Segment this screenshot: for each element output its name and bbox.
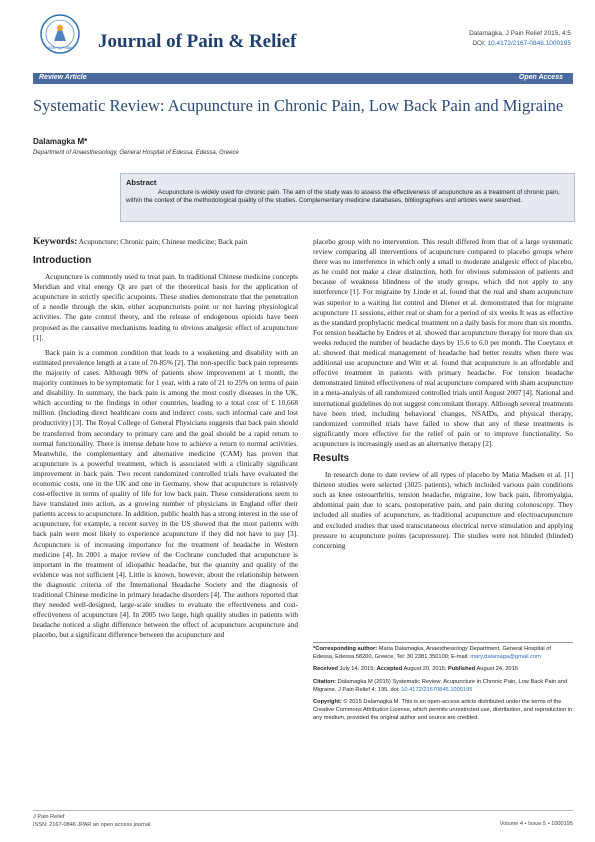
doi-line — [469, 39, 571, 49]
abstract-box — [120, 173, 575, 222]
copyright-label: Copyright: — [313, 699, 342, 706]
published-date: August 24, 2015 — [475, 666, 518, 673]
author-name: Dalamagka M* — [33, 137, 88, 146]
keywords-label: Keywords: — [33, 237, 78, 247]
abstract-text: Acupuncture is widely used for chronic pain. The aim of the study was to assess the effectiveness of acupuncture as a treatment of chronic pain, within the context of the methodological quality of the studies. Complementary medicine databases, bibliographies and articles were searched. — [126, 189, 560, 205]
received-label: Received — [313, 666, 338, 673]
article-title: Systematic Review: Acupuncture in Chronic Pain, Low Back Pain and Migraine — [33, 96, 564, 115]
copyright-text: © 2015 Dalamagka M. This is an open-access article distributed under the terms of the Creative Commons Attribution License, which permits unrestricted use, distribution, and reproduction in any medium, provided the original author and source are credited. — [313, 699, 573, 722]
email-link[interactable]: mary.dalamaga@gmail.com — [470, 654, 541, 661]
citation-text: Dalamagka M (2015) Systematic Review: Acupuncture in Chronic Pain, Low Back Pain and Migraine. J Pain Relief 4: 195. doi: — [313, 678, 568, 693]
published-label: Published — [448, 666, 476, 673]
keywords — [33, 237, 298, 247]
svg-text:ISSN: 2167-0846: ISSN: 2167-0846 — [47, 46, 73, 50]
abstract-heading: Abstract — [126, 178, 157, 187]
correspondence-text: Maria Dalamagka, Anaesthesiology Department, General Hospital of Edessa, Edessa 58200, Greece, Tel: 30 2381 350100; E-mail: — [313, 646, 552, 661]
introduction-paragraph-1: Acupuncture is commonly used to treat pain. In traditional Chinese medicine concepts Meridian and vital energy Qi are part of the theoretical basis for the application of acupuncture in strictly specific acupoints. These studies demonstrate that the penetration of a needle through the skin, either acupuncturists point or not having physiological activities. The gate control theory, and the release of endogenous opioids have been proposed as the causative mechanisms leading to obvious analgesic effect of acupuncture [1]. — [33, 272, 298, 342]
accepted-label: Accepted — [376, 666, 403, 673]
review-article-label: Review Article — [39, 74, 87, 81]
header-citation — [469, 29, 571, 49]
author-affiliation: Department of Anaesthesiology, General Hospital of Edessa, Edessa, Greece — [33, 150, 239, 156]
keywords-text: Acupuncture; Chronic pain; Chinese medicine; Back pain — [77, 237, 248, 246]
article-dates — [313, 665, 573, 673]
citation-line: Dalamagka, J Pain Relief 2015, 4:5 — [469, 30, 571, 37]
footer-journal: J Pain Relief — [33, 814, 65, 820]
received-date: July 14, 2015; — [337, 666, 377, 673]
accepted-date: August 20, 2015; — [402, 666, 449, 673]
footnote-separator — [313, 642, 573, 643]
article-info — [313, 645, 573, 727]
correspondence-label: *Corresponding author: — [313, 646, 378, 652]
results-paragraph-1: In research done to date review of all types of placebo by Matia Madsen et al. [1] thirteen studies were selected (3025 patients), which included various pain conditions such as knee osteoarthritis, tension headache, migraine, low back pain, fibromyalgia, abdominal pain due to scars, postoperative pain, and pain during colonoscopy. They included all studies of acupuncture, as traditional acupuncture and electroacupuncture and excluded studies that used transcutaneous electrical nerve stimulation and applying pressure to acupuncture points (acupressure). The studies were not blinded (blinded) concerning — [313, 470, 573, 550]
doi-link[interactable]: 10.4172/2167-0846.1000195 — [487, 40, 571, 47]
introduction-paragraph-2-continued: placebo group with no intervention. This result differed from that of a large systematic review comparing all interventions of acupuncture compared to placebo groups where there was no interference in which only a small to moderate analgesic effect of placebo, as he could not make a clear distinction, both for obvious submission of patients and because of weakness blindness of the study groups, which did not apply to any interference [1]. For migraine by Linde et al. found that the real and sham acupuncture was superior to a waiting list control and Diener et al. demonstrated that for migraine acupuncture 11 sessions, either real or sham for a period of six weeks It was as effective as the standard prophylactic medical treatment on a daily basis for more than six months. For tension headache by Endres et al. showed that acupuncture therapy for more than six weeks reduced the number of headache days by 15.6 to 6.0 per month. The Coeytaux et al. showed that medical management of headache had better results when there was additional use acupuncture and Witt et al. found that acupuncture is an affordable and effective treatment in patients with primary headache. For tension headache demonstrated limited effectiveness of real acupuncture compared with sham acupuncture in a meta-analysis of all randomized controlled trials until August 2007 [4]. National and international guidelines do not suggest concomitant therapy. Although several treatments have been tried, including behavioral changes, NSAIDs, and physical therapy, randomized controlled trials have failed to show that any of these treatments is significantly more effective for the relief of pain or to improve functionality. So acupuncture is increasingly used as an alternative therapy [2]. — [313, 237, 573, 448]
article-type-banner — [33, 73, 573, 84]
doi-label: DOI: — [472, 40, 488, 47]
introduction-heading: Introduction — [33, 255, 92, 266]
footer-issn: ISSN: 2167-0846 JPAR an open access journal — [33, 822, 151, 829]
citation-doi-link[interactable]: 10.4172/21670846.1000195 — [401, 686, 473, 693]
results-heading: Results — [313, 452, 350, 464]
open-access-label: Open Access — [518, 74, 563, 81]
introduction-paragraph-2: Back pain is a common condition that leads to a weakening and disability with an estimated prevalence length at a rate of 70-85% [2]. The non-specific back pain represents the majority of cases. Although 90% of patients show improvement at 1 month, the majority continues to be symptomatic for 1 year, with a rate of 21 to 25% on terms of pain and disability. In summary, the back pain is among the most costly diseases in the UK, which according to the findings in other countries, leading to a total cost of £ 10,668 million. (Including direct healthcare costs and indirect costs, such informal care and lost productivity) [3]. The Royal College of General Physicians suggests that back pain should be transferred from secondary to primary care and the goal should be a rapid return to normal functionality. There is intense debate how to achieve a return to normal activities. Meanwhile, the complementary and alternative medicine (CAM) has proven that acupuncture is a powerful treatment, which is associated with a clinically significant improvement in back pain. Two recent randomized controlled trials have evaluated the economic costs, one in the UK and one in Germany, show that acupuncture is relatively cost-effective in terms of quality of life for low back pain. These considerations seem to have translated into action, as a growing number of physicians in England offer their patients access to acupuncture. In addition, public health has a strong interest in the use of acupuncture, for example, a recent survey in the US showed that the most patients with back pain were most likely to experience acupuncture if they did not have to pay [3]. Acupuncture is of increasing importance for the treatment of headache in Western medicine [4]. In 2001 a major review of the Cochrane concluded that acupuncture is important in the treatment of idiopathic headache, but the quantity and quality of the evidence was not sufficient [4]. Little is known, however, about the relationship between the diagnostic criteria of the International Headache Society and the diagnosis of traditional Chinese medicine in primary headache disorders [4]. The authors reported that they needed well-designed, large-scale studies to evaluate the effectiveness and cost-effectiveness of acupuncture [4]. In 2005 two large, high quality studies in patients with headache noticed a slight difference between the effect of acupuncture acupuncture and placebo, but a significant difference between the acupuncture and — [33, 347, 298, 640]
corresponding-author — [313, 645, 573, 661]
citation-label: Citation: — [313, 678, 337, 685]
copyright — [313, 698, 573, 723]
right-column — [313, 237, 573, 556]
footer-volume: Volume 4 • Issue 5 • 1000195 — [499, 821, 573, 827]
footer-divider — [33, 810, 573, 811]
left-column — [33, 237, 298, 645]
footer-journal-info — [33, 813, 150, 830]
journal-logo — [40, 14, 80, 54]
journal-title: Journal of Pain & Relief — [98, 31, 297, 52]
citation — [313, 678, 573, 694]
